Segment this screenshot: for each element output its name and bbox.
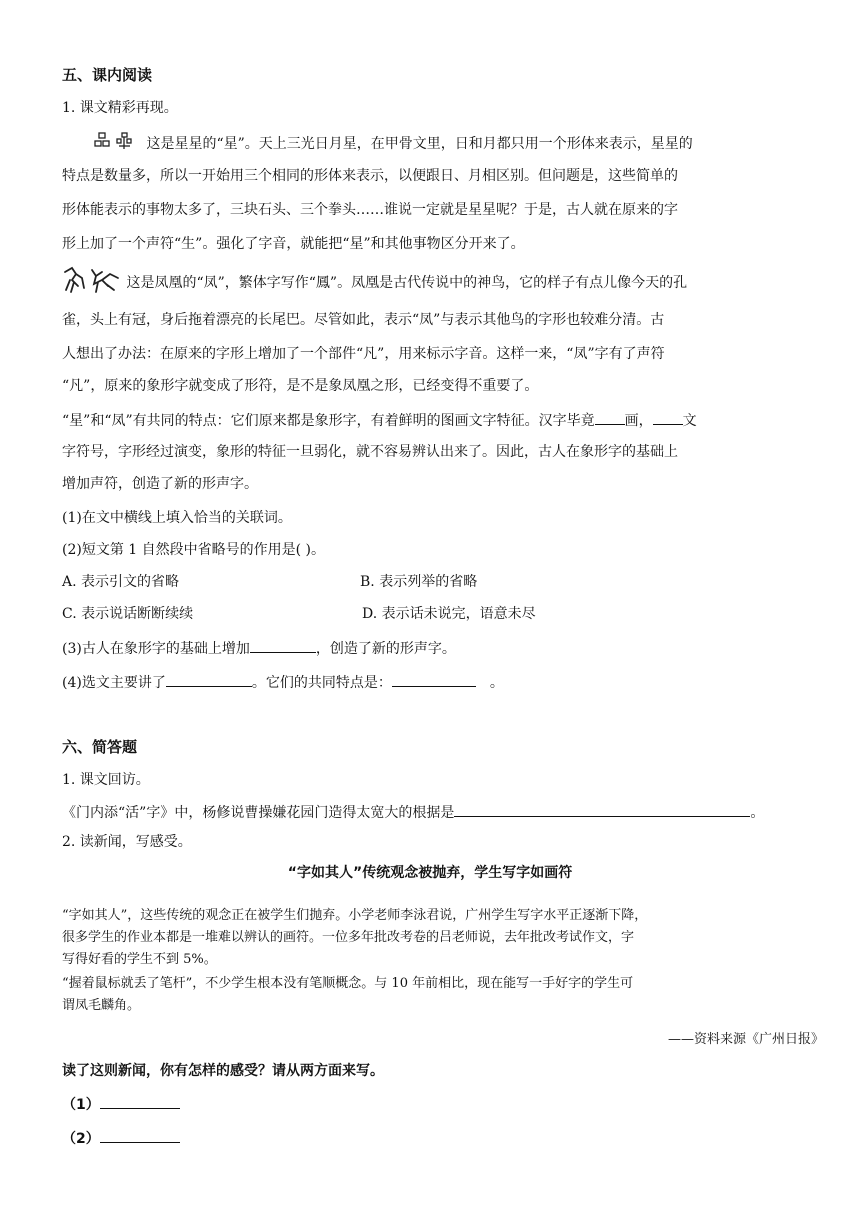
paragraph-feng-line-3: 人想出了办法：在原来的字形上增加了一个部件“凡”，用来标示字音。这样一来，“凤”字有了声符 xyxy=(62,346,665,362)
news-line-4: “握着鼠标就丢了笔杆”，不少学生根本没有笔顺概念。与 10 年前相比，现在能写一手好字的学生可 xyxy=(62,976,634,991)
question-6-1-text: 《门内添“活”字》中，杨修说曹操嫌花园门造得太宽大的根据是 。 xyxy=(62,802,764,823)
answer-line-1: （1） xyxy=(62,1094,180,1114)
blank-answer-3[interactable] xyxy=(250,638,316,653)
paragraph-feng-line-4: “凡”，原来的象形字就变成了形符，是不是象凤凰之形，已经变得不重要了。 xyxy=(62,378,539,394)
section-heading-short-answer: 六、简答题 xyxy=(62,738,138,756)
blank-answer-feeling-1[interactable] xyxy=(100,1094,180,1109)
subquestion-2: (2)短文第 1 自然段中省略号的作用是( )。 xyxy=(62,542,326,558)
answer-line-2: （2） xyxy=(62,1128,180,1148)
paragraph-feng-line-2: 雀，头上有冠，身后拖着漂亮的长尾巴。尽管如此，表示“凤”与表示其他鸟的字形也较难分清。古 xyxy=(62,312,665,328)
blank-answer-4a[interactable] xyxy=(166,672,252,687)
subquestion-4: (4)选文主要讲了 。它们的共同特点是： 。 xyxy=(62,672,504,693)
option-c[interactable]: C. 表示说话断断续续 xyxy=(62,606,194,622)
news-source: ——资料来源《广州日报》 xyxy=(667,1032,824,1047)
paragraph-summary-line-3: 增加声符，创造了新的形声字。 xyxy=(62,476,258,492)
paragraph-xing-line-2: 特点是数量多，所以一开始用三个相同的形体来表示，以便跟日、月相区别。但问题是，这些简单的 xyxy=(62,168,678,184)
blank-connective-1[interactable] xyxy=(595,410,625,425)
paragraph-xing-line-3: 形体能表示的事物太多了，三块石头、三个拳头……谁说一定就是星星呢？于是，古人就在原来的字 xyxy=(62,202,678,218)
news-line-2: 很多学生的作业本都是一堆难以辨认的画符。一位多年批改考卷的吕老师说，去年批改考试作文，字 xyxy=(62,930,635,945)
option-d[interactable]: D. 表示话未说完，语意未尽 xyxy=(362,606,536,622)
news-line-5: 谓凤毛麟角。 xyxy=(62,998,141,1013)
blank-answer-4b[interactable] xyxy=(392,672,476,687)
paragraph-feng-line-1: 这是凤凰的“凤”，繁体字写作“鳳”。凤凰是古代传说中的神鸟，它的样子有点儿像今天的孔 xyxy=(62,266,687,300)
paragraph-summary-line-1: “星”和“凤”有共同的特点：它们原来都是象形字，有着鲜明的图画文字特征。汉字毕竟 画， 文 xyxy=(62,410,697,431)
section-heading-reading: 五、课内阅读 xyxy=(62,66,153,84)
option-b[interactable]: B. 表示列举的省略 xyxy=(360,574,478,590)
oracle-bone-feng-glyph-icon xyxy=(62,266,122,300)
question-6-2-label: 2. 读新闻，写感受。 xyxy=(62,834,192,850)
question-6-1-label: 1. 课文回访。 xyxy=(62,772,150,788)
paragraph-xing-line-4: 形上加了一个声符“生”。强化了字音，就能把“星”和其他事物区分开来了。 xyxy=(62,236,525,252)
oracle-bone-xing-glyph-icon xyxy=(94,132,142,156)
question-1-label: 1. 课文精彩再现。 xyxy=(62,100,178,116)
news-line-3: 写得好看的学生不到 5%。 xyxy=(62,952,217,967)
paragraph-summary-line-2: 字符号，字形经过演变，象形的特征一旦弱化，就不容易辨认出来了。因此，古人在象形字的基础上 xyxy=(62,444,678,460)
subquestion-1: (1)在文中横线上填入恰当的关联词。 xyxy=(62,510,292,526)
subquestion-3: (3)古人在象形字的基础上增加 ，创造了新的形声字。 xyxy=(62,638,456,659)
news-title: “字如其人”传统观念被抛弃，学生写字如画符 xyxy=(287,865,573,881)
blank-connective-2[interactable] xyxy=(653,410,683,425)
news-line-1: “字如其人”，这些传统的观念正在被学生们抛弃。小学老师李泳君说，广州学生写字水平正逐渐下降， xyxy=(62,908,648,923)
paragraph-xing-line-1: 这是星星的“星”。天上三光日月星，在甲骨文里，日和月都只用一个形体来表示，星星的 xyxy=(94,132,693,156)
blank-answer-feeling-2[interactable] xyxy=(100,1128,180,1143)
writing-prompt: 读了这则新闻，你有怎样的感受？请从两方面来写。 xyxy=(62,1063,384,1079)
option-a[interactable]: A. 表示引文的省略 xyxy=(62,574,180,590)
blank-answer-6-1[interactable] xyxy=(454,802,750,817)
